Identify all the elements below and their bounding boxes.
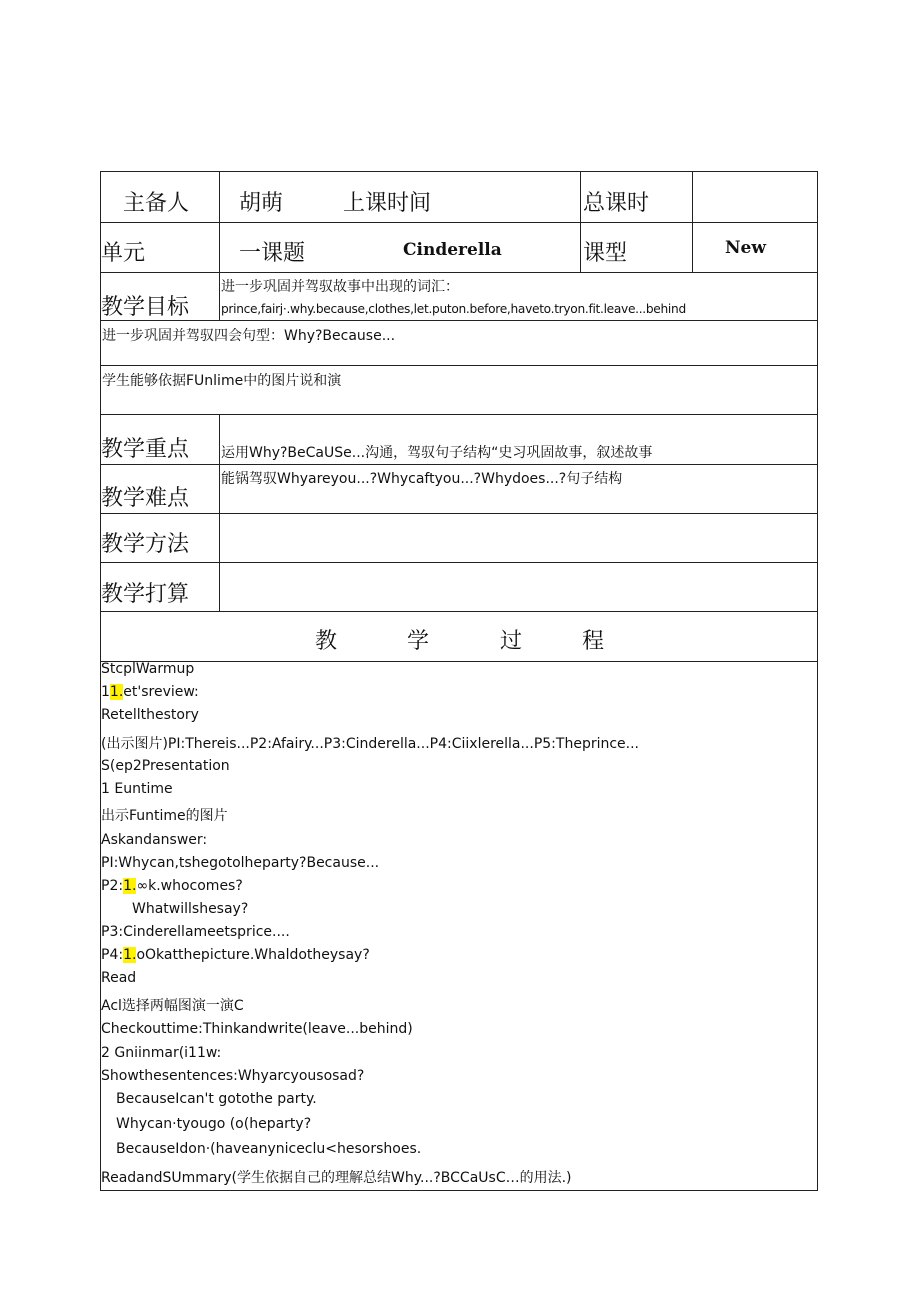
process-title-char-1: 教 bbox=[315, 629, 338, 654]
unit-label: 单元 bbox=[101, 241, 146, 266]
process-title-char-3: 过 bbox=[500, 629, 523, 654]
plans-value bbox=[220, 563, 817, 611]
process-line-p2: P2:1.∞k.whocomes? bbox=[101, 878, 243, 894]
process-step-2-title: S(ep2Presentation bbox=[101, 758, 230, 774]
process-line-funtime: 1 Euntime bbox=[101, 781, 173, 797]
objectives-line-1: 进一步巩固并驾驭故事中出现的词汇： bbox=[221, 279, 459, 295]
process-line-p3: P3:Cinderellameetsprice.... bbox=[101, 924, 290, 940]
process-line-sentence-2: Whycan·tyougo (o(heparty? bbox=[116, 1116, 312, 1132]
process-line-what-will-she-say: Whatwillshesay? bbox=[132, 901, 249, 917]
difficult-points-text: 能锅驾驭Whyareyou...?Whycaftyou...?Whydoes...?句子结构 bbox=[221, 471, 623, 487]
methods-label: 教学方法 bbox=[101, 532, 190, 557]
difficult-points-label: 教学难点 bbox=[101, 486, 190, 511]
process-title-char-2: 学 bbox=[407, 629, 430, 654]
class-time-label: 上课时间 bbox=[343, 191, 432, 216]
process-line-summary: ReadandSUmmary(学生依据自己的理解总结Why...?BCCaUsC…的用法.) bbox=[101, 1170, 572, 1186]
plans-label: 教学打算 bbox=[101, 582, 190, 607]
key-points-label: 教学重点 bbox=[101, 437, 190, 462]
lesson-type-label: 课型 bbox=[583, 241, 628, 266]
process-title-char-4: 程 bbox=[582, 629, 605, 654]
objectives-line-4: 学生能够依据FUnlime中的图片说和演 bbox=[102, 373, 342, 389]
process-line-show-sentences: Showthesentences:Whyarcyousosad? bbox=[101, 1068, 365, 1084]
process-line-act: Acl选择两幅图演一演C bbox=[101, 998, 244, 1014]
process-line-sentence-1: BecauseIcan't gotothe party. bbox=[116, 1091, 317, 1107]
total-hours-value bbox=[693, 173, 817, 222]
objectives-line-3: 进一步巩固并驾驭四会句型：Why?Because... bbox=[102, 328, 396, 344]
process-line-grammar: 2 Gniinmar(i11w: bbox=[101, 1045, 222, 1061]
process-line-read: Read bbox=[101, 970, 137, 986]
process-line-lets-review: 11.et'sreview: bbox=[101, 684, 199, 700]
objectives-label: 教学目标 bbox=[101, 295, 190, 320]
process-line-retell: Retellthestory bbox=[101, 707, 199, 723]
key-points-text: 运用Why?BeCaUSe...沟通，驾驭句子结构“史习巩固故事，叙述故事 bbox=[221, 445, 653, 461]
methods-value bbox=[220, 514, 817, 562]
process-step-1-title: StcplWarmup bbox=[101, 661, 195, 677]
process-line-checkout: Checkouttime:Thinkandwrite(leave...behind) bbox=[101, 1021, 413, 1037]
process-line-ask-answer: Askandanswer: bbox=[101, 832, 208, 848]
objectives-vocabulary: prince,fairj·.why.because,clothes,let.puton.before,haveto.tryon.fit.leave...behind bbox=[221, 302, 686, 316]
process-line-p4: P4:1.oOkatthepicture.Whaldotheysay? bbox=[101, 947, 370, 963]
lesson-type-value: New bbox=[725, 238, 766, 258]
process-line-pictures: (出示图片)PI:Thereis...P2:Afairy...P3:Cinderella...P4:Ciixlerella...P5:Theprince... bbox=[101, 736, 640, 752]
preparer-name: 胡萌 bbox=[239, 191, 284, 216]
preparer-label: 主备人 bbox=[123, 191, 190, 216]
highlight-mark: 1. bbox=[123, 878, 137, 894]
highlight-mark: 1. bbox=[109, 684, 124, 700]
lesson-plan-table bbox=[100, 171, 818, 1191]
topic-label: 一课题 bbox=[239, 241, 306, 266]
highlight-mark: 1. bbox=[123, 947, 137, 963]
process-line-show-funtime: 出示Funtime的图片 bbox=[101, 808, 228, 824]
process-line-sentence-3: BecauseIdon·(haveanyniceclu<hesorshoes. bbox=[116, 1141, 422, 1157]
process-line-p1: PI:Whycan,tshegotolheparty?Because... bbox=[101, 855, 380, 871]
topic-value: Cinderella bbox=[403, 240, 502, 260]
total-hours-label: 总课时 bbox=[583, 191, 650, 216]
